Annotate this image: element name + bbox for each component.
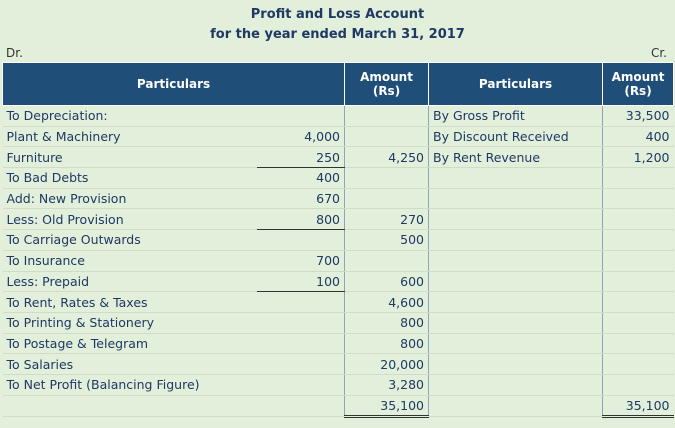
debit-amount: 800: [345, 333, 429, 354]
debit-inner-amount: [257, 354, 345, 375]
debit-particulars: Furniture: [3, 147, 257, 168]
table-row: [3, 271, 674, 292]
account-title: Profit and Loss Account: [250, 7, 425, 22]
header-particulars-debit: Particulars: [3, 63, 345, 106]
totals-blank-credit-particulars: [429, 395, 603, 417]
debit-amount: 270: [345, 209, 429, 230]
header-particulars-credit: Particulars: [429, 63, 603, 106]
credit-side-label: Cr.: [650, 46, 667, 60]
debit-inner-amount: 670: [257, 188, 345, 209]
credit-amount: [603, 292, 674, 313]
debit-inner-amount: 800: [257, 209, 345, 230]
debit-particulars: To Printing & Stationery: [3, 312, 257, 333]
credit-particulars: [429, 374, 603, 395]
credit-amount: [603, 209, 674, 230]
debit-inner-amount: 700: [257, 250, 345, 271]
debit-inner-amount: [257, 374, 345, 395]
debit-particulars: To Bad Debts: [3, 168, 257, 189]
table-row: [3, 106, 674, 127]
debit-particulars: To Postage & Telegram: [3, 333, 257, 354]
debit-total: 35,100: [345, 395, 429, 417]
credit-amount: [603, 354, 674, 375]
debit-inner-amount: [257, 292, 345, 313]
table-row: [3, 126, 674, 147]
debit-particulars: To Rent, Rates & Taxes: [3, 292, 257, 313]
debit-amount: [345, 126, 429, 147]
debit-particulars: To Salaries: [3, 354, 257, 375]
debit-particulars: Plant & Machinery: [3, 126, 257, 147]
credit-amount: 33,500: [603, 106, 674, 127]
totals-blank-particulars: [3, 395, 257, 417]
account-period: for the year ended March 31, 2017: [210, 27, 465, 42]
table-row: [3, 292, 674, 313]
credit-particulars: By Discount Received: [429, 126, 603, 147]
credit-particulars: [429, 230, 603, 251]
debit-amount: 20,000: [345, 354, 429, 375]
debit-particulars: To Net Profit (Balancing Figure): [3, 374, 257, 395]
header-amount-credit: Amount (Rs): [603, 63, 674, 106]
debit-inner-amount: [257, 106, 345, 127]
table-row: [3, 333, 674, 354]
credit-particulars: [429, 333, 603, 354]
debit-inner-amount: 100: [257, 271, 345, 292]
credit-amount: [603, 230, 674, 251]
credit-amount: 400: [603, 126, 674, 147]
debit-particulars: To Carriage Outwards: [3, 230, 257, 251]
credit-amount: [603, 333, 674, 354]
credit-particulars: [429, 271, 603, 292]
table-row: [3, 312, 674, 333]
credit-particulars: [429, 250, 603, 271]
debit-particulars: Less: Prepaid: [3, 271, 257, 292]
debit-amount: [345, 168, 429, 189]
totals-blank-inner: [257, 395, 345, 417]
credit-amount: [603, 374, 674, 395]
table-row: [3, 188, 674, 209]
credit-amount: [603, 271, 674, 292]
debit-inner-amount: 4,000: [257, 126, 345, 147]
debit-amount: [345, 250, 429, 271]
credit-amount: [603, 312, 674, 333]
credit-total: 35,100: [603, 395, 674, 417]
table-row: [3, 374, 674, 395]
credit-particulars: By Gross Profit: [429, 106, 603, 127]
credit-amount: 1,200: [603, 147, 674, 168]
debit-amount: 4,250: [345, 147, 429, 168]
table-row: [3, 354, 674, 375]
debit-particulars: To Insurance: [3, 250, 257, 271]
debit-particulars: To Depreciation:: [3, 106, 257, 127]
debit-particulars: Add: New Provision: [3, 188, 257, 209]
credit-particulars: [429, 292, 603, 313]
debit-amount: 4,600: [345, 292, 429, 313]
header-amount-debit: Amount (Rs): [345, 63, 429, 106]
credit-amount: [603, 250, 674, 271]
table-row: [3, 147, 674, 168]
debit-inner-amount: [257, 230, 345, 251]
debit-amount: 800: [345, 312, 429, 333]
credit-particulars: By Rent Revenue: [429, 147, 603, 168]
table-row: [3, 209, 674, 230]
debit-amount: [345, 106, 429, 127]
credit-particulars: [429, 354, 603, 375]
credit-particulars: [429, 188, 603, 209]
debit-side-label: Dr.: [6, 46, 23, 60]
debit-amount: 3,280: [345, 374, 429, 395]
table-row: [3, 230, 674, 251]
debit-inner-amount: 400: [257, 168, 345, 189]
table-row: [3, 250, 674, 271]
credit-particulars: [429, 312, 603, 333]
table-header-row: [3, 63, 674, 106]
debit-particulars: Less: Old Provision: [3, 209, 257, 230]
credit-amount: [603, 188, 674, 209]
totals-row: [3, 395, 674, 417]
debit-inner-amount: [257, 312, 345, 333]
credit-amount: [603, 168, 674, 189]
profit-loss-table: [2, 62, 674, 418]
debit-inner-amount: [257, 333, 345, 354]
debit-inner-amount: 250: [257, 147, 345, 168]
table-row: [3, 168, 674, 189]
credit-particulars: [429, 168, 603, 189]
debit-amount: 600: [345, 271, 429, 292]
debit-amount: [345, 188, 429, 209]
credit-particulars: [429, 209, 603, 230]
debit-amount: 500: [345, 230, 429, 251]
